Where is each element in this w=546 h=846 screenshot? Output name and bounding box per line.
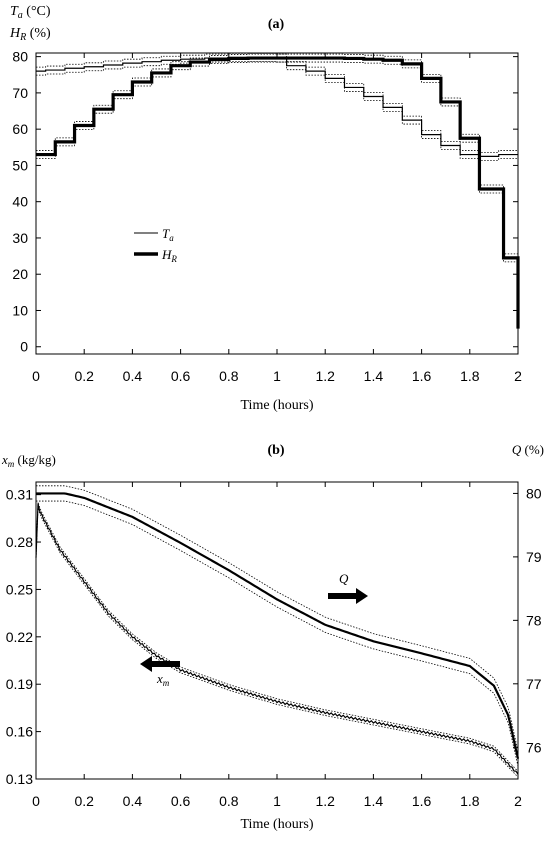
x-tick-label-b: 0.4 <box>122 793 143 809</box>
series-hr-line <box>36 58 518 329</box>
x-tick-label-b: 0.8 <box>219 793 239 809</box>
y-tick-label-a: 20 <box>12 266 28 283</box>
annotation-q-label: Q <box>339 571 349 586</box>
x-tick-label-b: 2 <box>514 793 522 809</box>
x-tick-label-b: 0 <box>32 793 40 809</box>
annotation-xm <box>140 656 180 688</box>
plot-area-b <box>36 482 518 779</box>
y-tick-label-a: 40 <box>12 193 28 210</box>
legend-label-hr: $H_R$ <box>162 247 177 264</box>
x-tick-label-a: 1.8 <box>460 368 480 384</box>
series-q-band <box>36 486 518 751</box>
x-tick-label-a: 1.4 <box>363 368 384 384</box>
annotation-q <box>328 571 368 604</box>
y-tick-label-b-left: 0.13 <box>5 771 33 787</box>
y-tick-label-a: 60 <box>12 121 28 138</box>
x-tick-label-a: 0.4 <box>122 368 143 384</box>
y-tick-label-a: 30 <box>12 229 28 246</box>
x-tick-label-a: 2 <box>514 368 522 384</box>
arrow-right-icon <box>328 588 368 604</box>
y-tick-label-b-left: 0.19 <box>5 676 33 693</box>
ylabel-right-b: Q (%) <box>511 442 544 457</box>
series-xm-band <box>36 502 518 771</box>
series-q-band <box>36 501 518 766</box>
x-tick-label-b: 0.2 <box>74 793 94 809</box>
legend-a <box>134 226 177 264</box>
panel-b <box>1 442 544 832</box>
y-tick-label-b-right: 76 <box>526 739 542 756</box>
y-tick-label-b-left: 0.16 <box>5 723 33 740</box>
y-tick-label-b-right: 78 <box>526 612 542 629</box>
panel-a <box>9 4 522 413</box>
y-tick-label-b-right: 80 <box>526 485 542 502</box>
xlabel-a: Time (hours) <box>240 398 314 413</box>
y-tick-label-b-left: 0.28 <box>5 534 33 551</box>
x-tick-label-b: 0.6 <box>170 793 191 809</box>
panel-a-title: (a) <box>267 17 285 32</box>
x-tick-label-b: 1.2 <box>315 793 335 809</box>
y-tick-label-b-left: 0.31 <box>5 486 33 503</box>
series-xm-line <box>36 504 518 774</box>
ylabel-left-b: $x_m$ (kg/kg) <box>2 452 56 469</box>
series-q-line <box>36 493 518 758</box>
y-tick-label-a: 80 <box>12 48 28 65</box>
series-hr-band <box>36 54 518 325</box>
y-tick-label-b-left: 0.25 <box>5 581 33 598</box>
y-tick-label-a: 10 <box>12 302 28 319</box>
y-tick-label-a: 70 <box>12 84 28 101</box>
x-tick-label-a: 0.2 <box>74 368 94 384</box>
x-tick-label-a: 1 <box>273 368 281 384</box>
y-tick-label-a: 50 <box>12 157 28 174</box>
annotation-xm-label: $x_m$ <box>157 671 170 688</box>
ylabel-ta: $T_a$ (°C) <box>10 4 51 21</box>
x-tick-label-b: 1 <box>273 793 281 809</box>
x-tick-label-b: 1.4 <box>363 793 384 809</box>
y-tick-label-b-right: 77 <box>526 675 542 692</box>
x-tick-label-a: 1.6 <box>411 368 432 384</box>
y-tick-label-b-left: 0.22 <box>5 628 33 645</box>
x-tick-label-b: 1.6 <box>411 793 432 809</box>
x-tick-label-a: 0.8 <box>219 368 239 384</box>
x-tick-label-a: 1.2 <box>315 368 335 384</box>
x-tick-label-b: 1.8 <box>460 793 480 809</box>
panel-b-title: (b) <box>267 443 285 458</box>
x-tick-label-a: 0 <box>32 368 40 384</box>
ylabel-hr: $H_R$ (%) <box>10 26 51 43</box>
y-tick-label-a: 0 <box>20 338 28 355</box>
xlabel-b: Time (hours) <box>240 817 314 832</box>
y-tick-label-b-right: 79 <box>526 548 542 565</box>
legend-label-ta: $T_a$ <box>162 226 174 243</box>
series-ta-line <box>36 57 518 156</box>
x-tick-label-a: 0.6 <box>170 368 191 384</box>
